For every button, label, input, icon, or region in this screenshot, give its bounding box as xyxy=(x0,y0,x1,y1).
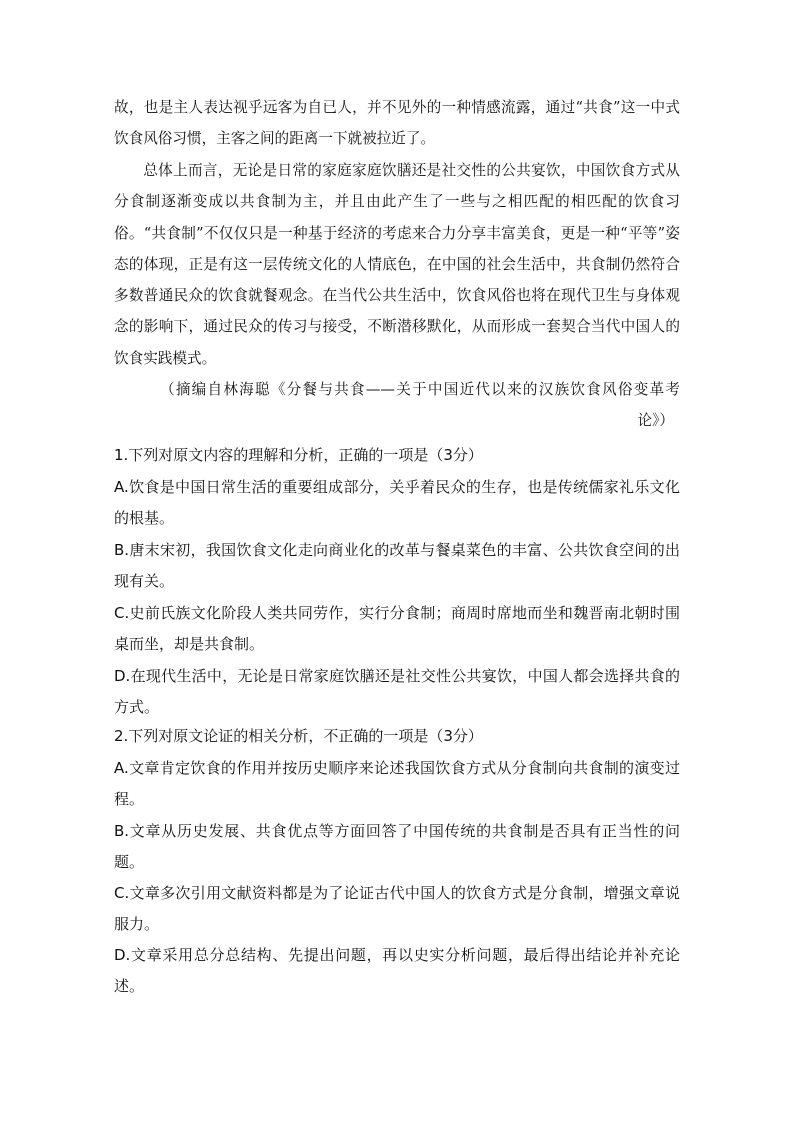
question-1-stem: 1.下列对原文内容的理解和分析，正确的一项是（3分） xyxy=(114,446,483,464)
passage-paragraph-2: 总体上而言，无论是日常的家庭家庭饮膳还是社交性的公共宴饮，中国饮食方式从分食制逐渐变成以共食制为主，并且由此产生了一些与之相匹配的相匹配的饮食习俗。“共食制”不仅仅只是一种基于经济的考虑来合力分享丰富美食，更是一种“平等”姿态的体现，正是有这一层传统文化的人情底色，在中国的社会生活中，共食制仍然符合多数普通民众的饮食就餐观念。在当代公共生活中，饮食风俗也将在现代卫生与身体观念的影响下，通过民众的传习与接受，不断潜移默化，从而形成一套契合当代中国人的饮食实践模式。 xyxy=(114,162,680,367)
question-1-option-c: C.史前氏族文化阶段人类共同劳作，实行分食制；商周时席地而坐和魏晋南北朝时围桌而坐，却是共食制。 xyxy=(114,604,680,654)
question-2-stem: 2.下列对原文论证的相关分析，不正确的一项是（3分） xyxy=(114,727,483,745)
source-line-2: 论》） xyxy=(637,412,674,430)
question-1-option-a: A.饮食是中国日常生活的重要组成部分，关乎着民众的生存，也是传统儒家礼乐文化的根基。 xyxy=(114,478,680,528)
source-line-1: （摘编自林海聪《分餐与共食——关于中国近代以来的汉族饮食风俗变革考 xyxy=(160,381,680,398)
passage-source-citation xyxy=(114,374,680,437)
passage-paragraph-1: 故，也是主人表达视乎远客为自已人，并不见外的一种情感流露，通过“共食”这一中式饮食风俗习惯，主客之间的距离一下就被拉近了。 xyxy=(114,99,680,148)
question-2-option-a: A.文章肯定饮食的作用并按历史顺序来论述我国饮食方式从分食制向共食制的演变过程。 xyxy=(114,759,680,809)
question-2-option-b: B.文章从历史发展、共食优点等方面回答了中国传统的共食制是否具有正当性的问题。 xyxy=(114,822,680,872)
question-1-option-b: B.唐末宋初，我国饮食文化走向商业化的改革与餐桌菜色的丰富、公共饮食空间的出现有关。 xyxy=(114,541,680,591)
question-1-option-d: D.在现代生活中，无论是日常家庭饮膳还是社交性公共宴饮，中国人都会选择共食的方式。 xyxy=(114,667,680,717)
question-2-option-d: D.文章采用总分总结构、先提出问题，再以史实分析问题，最后得出结论并补充论述。 xyxy=(114,946,680,996)
question-2-option-c: C.文章多次引用文献资料都是为了论证古代中国人的饮食方式是分食制，增强文章说服力。 xyxy=(114,884,680,934)
